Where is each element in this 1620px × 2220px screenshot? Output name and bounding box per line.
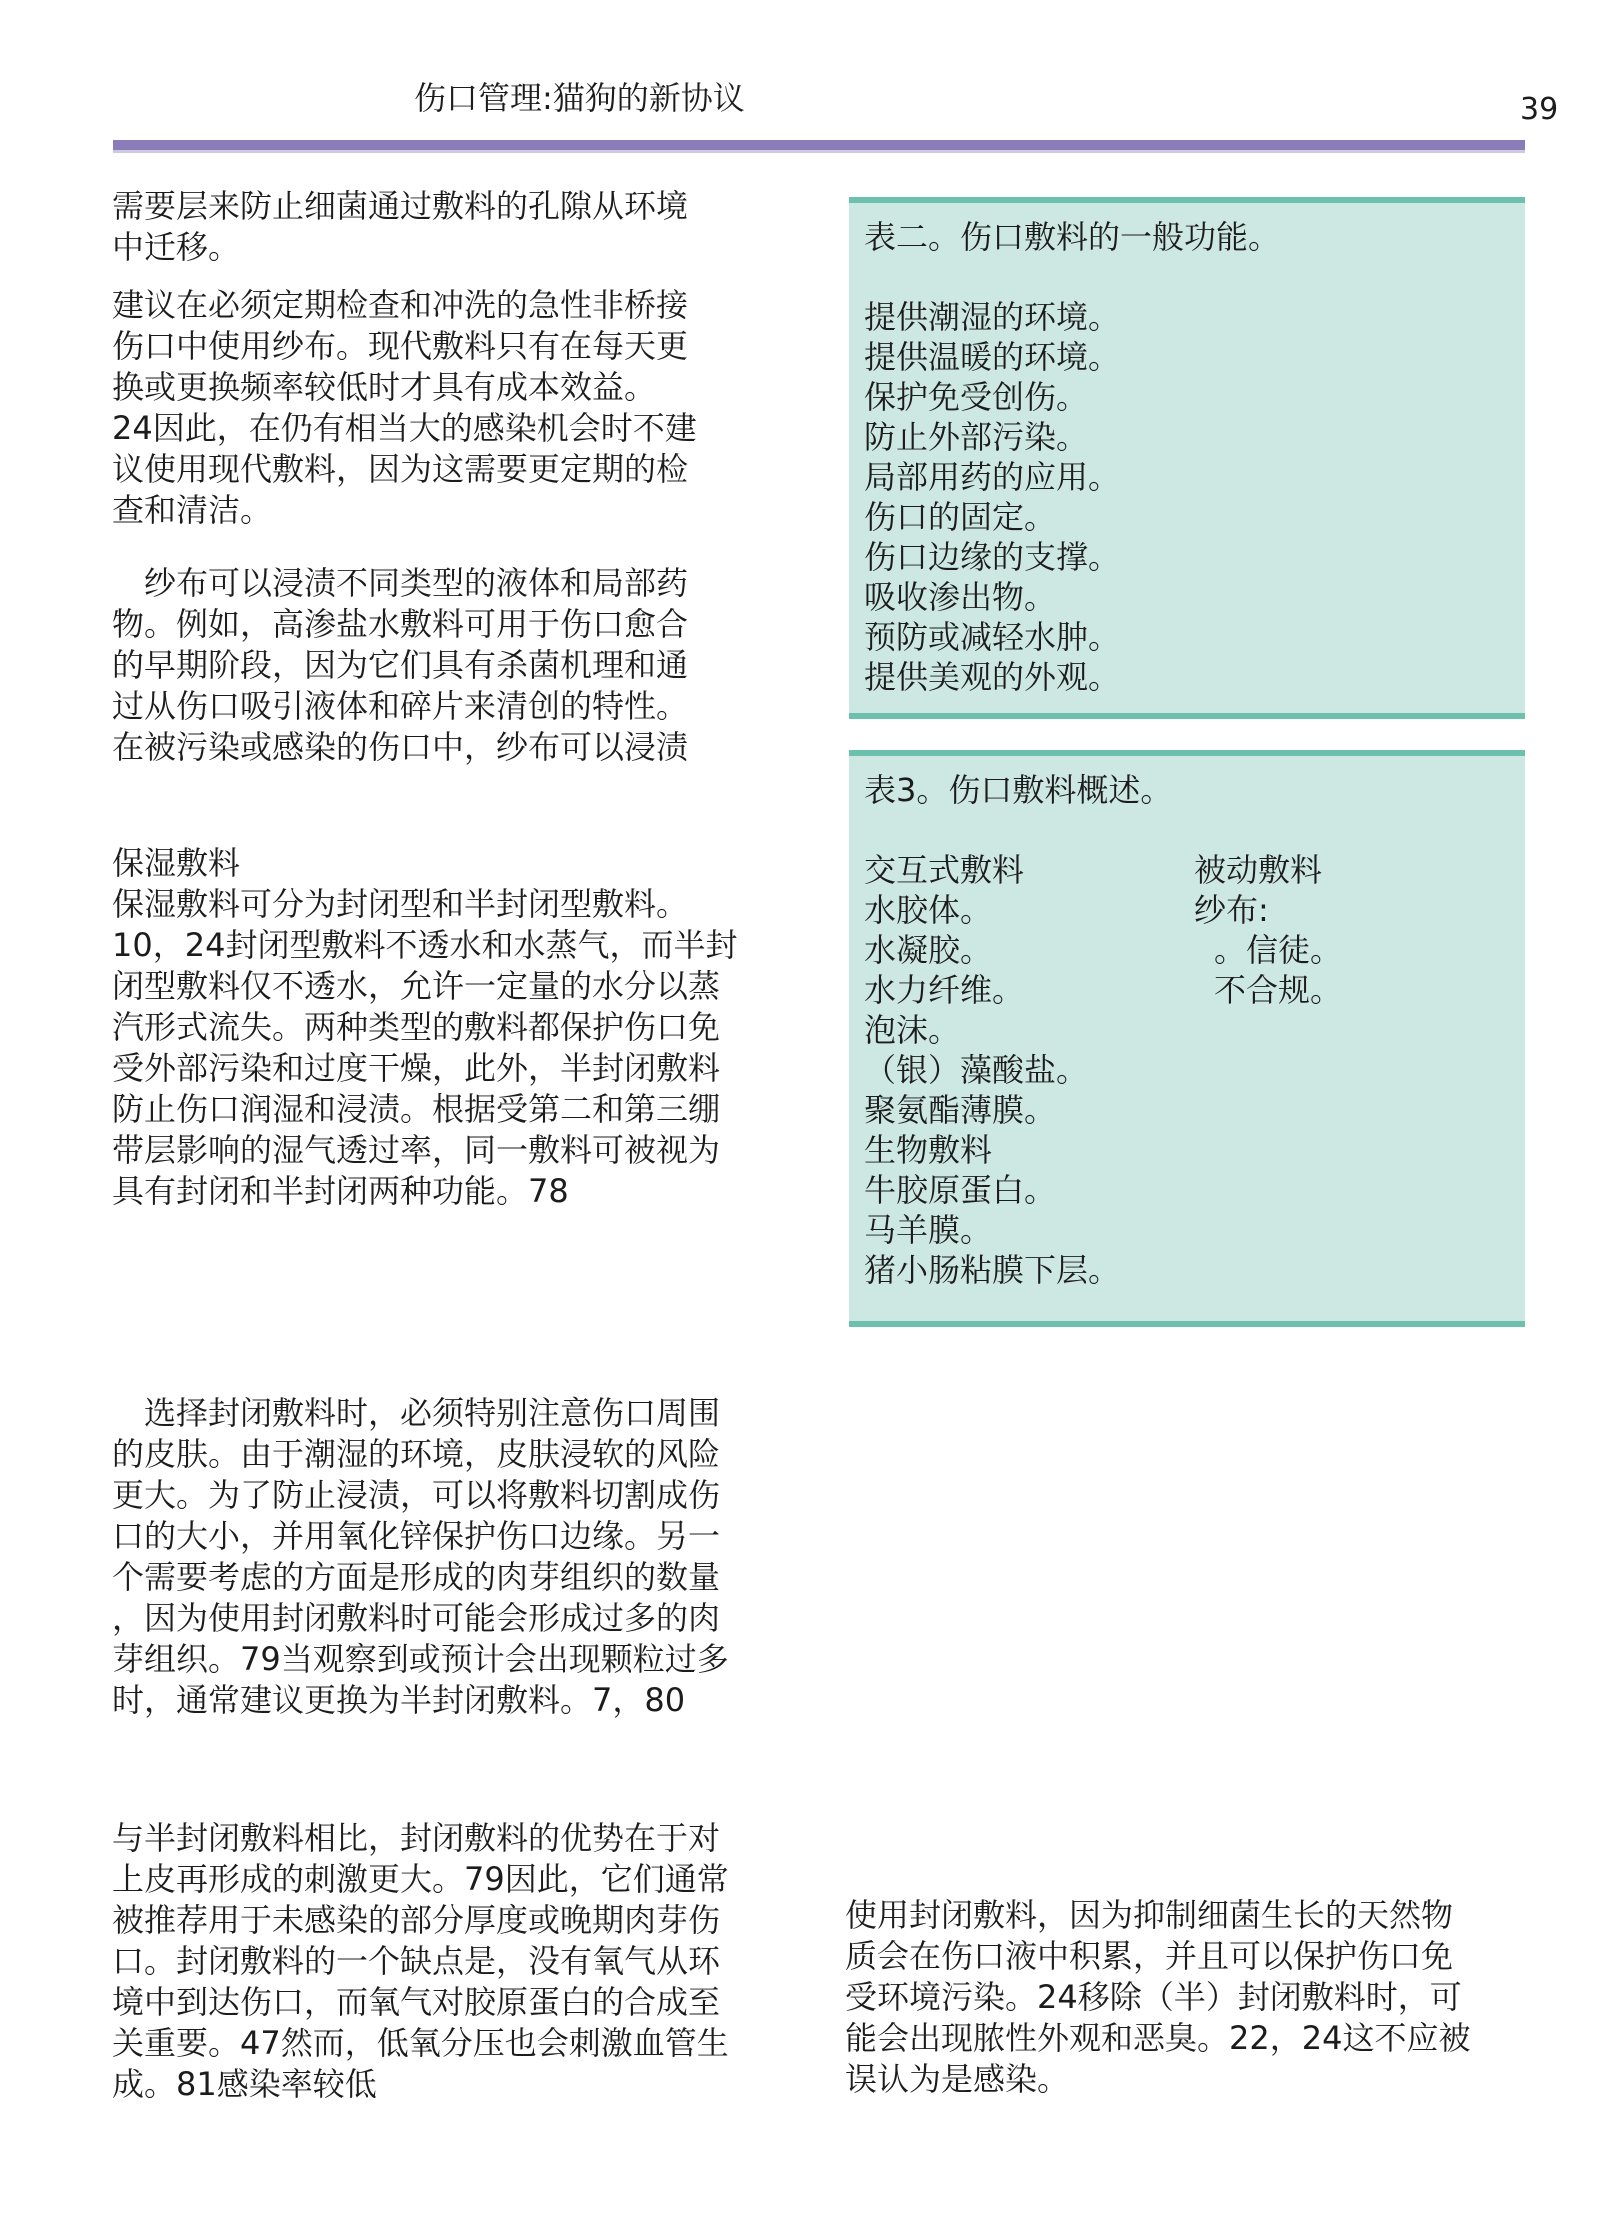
- table-3-col2-header: 被动敷料: [1194, 851, 1323, 889]
- paragraph-occlusive-infection: 使用封闭敷料，因为抑制细菌生长的天然物 质会在伤口液中积累，并且可以保护伤口免 受环境污染。24移除（半）封闭敷料时，可 能会出现脓性外观和恶臭。22，24这不应被 误认为是感染。: [845, 1896, 1471, 2098]
- paragraph-occlusive-advantages: 与半封闭敷料相比，封闭敷料的优势在于对 上皮再形成的刺激更大。79因此，它们通常 被推荐用于未感染的部分厚度或晚期肉芽伤 口。封闭敷料的一个缺点是，没有氧气从环 境中到达伤口，而氧气对胶原蛋白的合成至 关重要。47然而，低氧分压也会刺激血管生 成。81感染率较低: [112, 1819, 729, 2103]
- table-3-title: 表3。伤口敷料概述。: [864, 771, 1173, 809]
- table-2-general-functions: [849, 197, 1525, 719]
- table-2-item: 提供潮湿的环境。: [864, 298, 1121, 336]
- table-3-col1-item: 牛胶原蛋白。: [864, 1171, 1057, 1209]
- table-2-item: 防止外部污染。: [864, 418, 1089, 456]
- table-3-col2-item: 。信徒。: [1214, 931, 1343, 969]
- table-2-item: 局部用药的应用。: [864, 458, 1121, 496]
- paragraph-gauze-impregnation: 纱布可以浸渍不同类型的液体和局部药 物。例如，高渗盐水敷料可用于伤口愈合 的早期阶段，因为它们具有杀菌机理和通 过从伤口吸引液体和碎片来清创的特性。 在被污染或感染的伤口中，纱布可以浸渍: [112, 564, 689, 766]
- paragraph-moisture-dressings: 保湿敷料可分为封闭型和半封闭型敷料。 10，24封闭型敷料不透水和水蒸气，而半封 闭型敷料仅不透水，允许一定量的水分以蒸 汽形式流失。两种类型的敷料都保护伤口免 受外部污染和过度干燥，此外，半封闭敷料 防止伤口润湿和浸渍。根据受第二和第三绷 带层影响的湿气透过率，同一敷料可被视为 具有封闭和半封闭两种功能。78: [112, 885, 738, 1210]
- table-3-col1-item: （银）藻酸盐。: [864, 1051, 1089, 1089]
- table-3-col1-item: 水凝胶。: [864, 931, 993, 969]
- table-2-item: 预防或减轻水肿。: [864, 618, 1121, 656]
- table-3-col1-item: 猪小肠粘膜下层。: [864, 1251, 1121, 1289]
- table-3-col1-item: 聚氨酯薄膜。: [864, 1091, 1057, 1129]
- table-3-col2-item: 不合规。: [1214, 971, 1343, 1009]
- table-3-col2-item: 纱布:: [1194, 891, 1269, 929]
- running-header-title: 伤口管理:猫狗的新协议: [414, 79, 745, 117]
- table-2-item: 伤口的固定。: [864, 498, 1057, 536]
- table-2-item: 保护免受创伤。: [864, 378, 1089, 416]
- table-3-col1-item: 水力纤维。: [864, 971, 1025, 1009]
- table-3-col1-item: 马羊膜。: [864, 1211, 993, 1249]
- paragraph-bacteria-migration: 需要层来防止细菌通过敷料的孔隙从环境 中迁移。: [112, 187, 689, 266]
- paragraph-gauze-recommendation: 建议在必须定期检查和冲洗的急性非桥接 伤口中使用纱布。现代敷料只有在每天更 换或更换频率较低时才具有成本效益。 24因此，在仍有相当大的感染机会时不建 议使用现代敷料，因为这需要更定期的检 查和清洁。: [112, 286, 697, 529]
- table-2-item: 提供温暖的环境。: [864, 338, 1121, 376]
- table-2-title: 表二。伤口敷料的一般功能。: [864, 218, 1281, 256]
- page-number: 39: [1520, 92, 1559, 127]
- table-3-col1-item: 水胶体。: [864, 891, 993, 929]
- paragraph-occlusive-selection: 选择封闭敷料时，必须特别注意伤口周围 的皮肤。由于潮湿的环境，皮肤浸软的风险 更大。为了防止浸渍，可以将敷料切割成伤 口的大小，并用氧化锌保护伤口边缘。另一 个需要考虑的方面是形成的肉芽组织的数量 ，因为使用封闭敷料时可能会形成过多的肉 芽组织。79当观察到或预计会出现颗粒过多 时，通常建议更换为半封闭敷料。7，80: [112, 1394, 729, 1719]
- table-3-col1-item: 生物敷料: [864, 1131, 993, 1169]
- section-heading-moisture-dressings: 保湿敷料: [112, 844, 241, 882]
- table-3-col1-header: 交互式敷料: [864, 851, 1025, 889]
- header-rule: [113, 140, 1525, 150]
- table-2-item: 提供美观的外观。: [864, 658, 1121, 696]
- table-3-dressing-overview: [849, 750, 1525, 1327]
- table-2-item: 伤口边缘的支撑。: [864, 538, 1121, 576]
- table-3-col1-item: 泡沫。: [864, 1011, 961, 1049]
- table-2-item: 吸收渗出物。: [864, 578, 1057, 616]
